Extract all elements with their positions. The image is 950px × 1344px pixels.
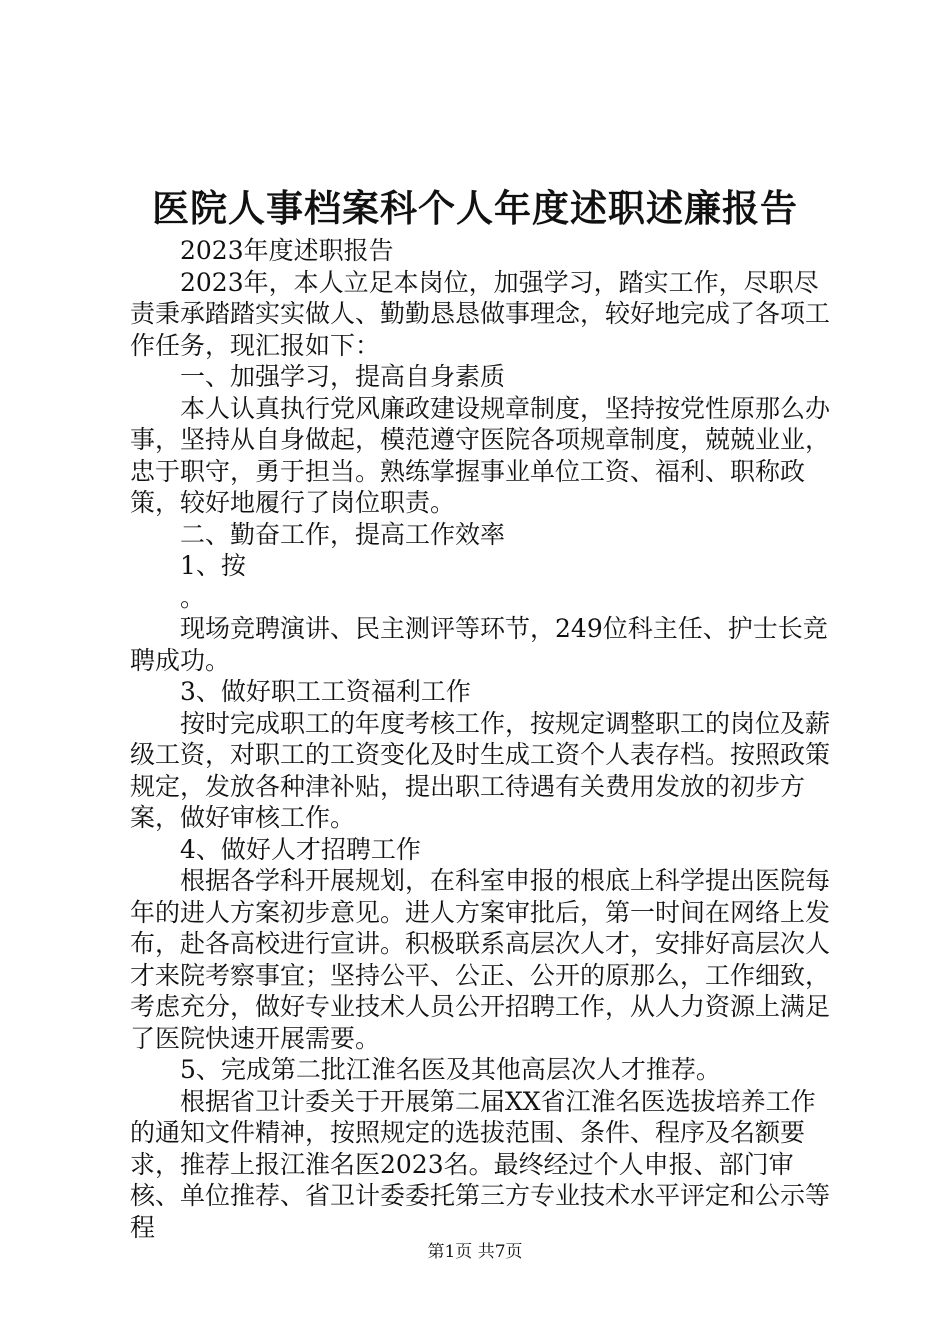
paragraph-study: 本人认真执行党风廉政建设规章制度，坚持按党性原那么办事，坚持从自身做起，模范遵守医院各项规章制度，兢兢业业，忠于职守，勇于担当。熟练掌握事业单位工资、福利、职称政策，较好地履行了岗位职责。 — [130, 393, 831, 517]
item-5-heading: 5、完成第二批江淮名医及其他高层次人才推荐。 — [180, 1055, 721, 1084]
paragraph-report-heading: 2023年度述职报告 — [180, 236, 394, 265]
document-body — [130, 235, 830, 1243]
paragraph-recommendation: 根据省卫计委关于开展第二届XX省江淮名医选拔培养工作的通知文件精神，按照规定的选拔范围、条件、程序及名额要求，推荐上报江淮名医2023名。最终经过个人申报、部门审核、单位推荐、省卫计委委托第三方专业技术水平评定和公示等程 — [130, 1086, 831, 1242]
paragraph-recruitment: 根据各学科开展规划，在科室申报的根底上科学提出医院每年的进人方案初步意见。进人方案审批后，第一时间在网络上发布，赴各高校进行宣讲。积极联系高层次人才，安排好高层次人才来院考察事宜；坚持公平、公正、公开的原那么，工作细致，考虑充分，做好专业技术人员公开招聘工作，从人力资源上满足了医院快速开展需要。 — [130, 866, 831, 1053]
item-1-heading: 1、按 — [180, 551, 246, 580]
paragraph-salary: 按时完成职工的年度考核工作，按规定调整职工的岗位及薪级工资，对职工的工资变化及时生成工资个人表存档。按照政策规定，发放各种津补贴，提出职工待遇有关费用发放的初步方案，做好审核工作。 — [130, 708, 831, 832]
section-heading-study: 一、加强学习，提高自身素质 — [180, 362, 506, 391]
section-heading-work: 二、勤奋工作，提高工作效率 — [180, 519, 506, 549]
item-4-heading: 4、做好人才招聘工作 — [180, 834, 421, 864]
page-number-footer: 第1页 共7页 — [427, 1242, 523, 1262]
item-3-heading: 3、做好职工工资福利工作 — [180, 677, 471, 706]
paragraph-competition: 现场竞聘演讲、民主测评等环节，249位科主任、护士长竞聘成功。 — [130, 614, 828, 675]
document-title: 医院人事档案科个人年度述职述廉报告 — [152, 186, 798, 230]
paragraph-intro: 2023年，本人立足本岗位，加强学习，踏实工作，尽职尽责秉承踏踏实实做人、勤勤恳恳做事理念，较好地完成了各项工作任务，现汇报如下： — [130, 267, 831, 360]
item-1-fragment: 。 — [180, 582, 206, 612]
